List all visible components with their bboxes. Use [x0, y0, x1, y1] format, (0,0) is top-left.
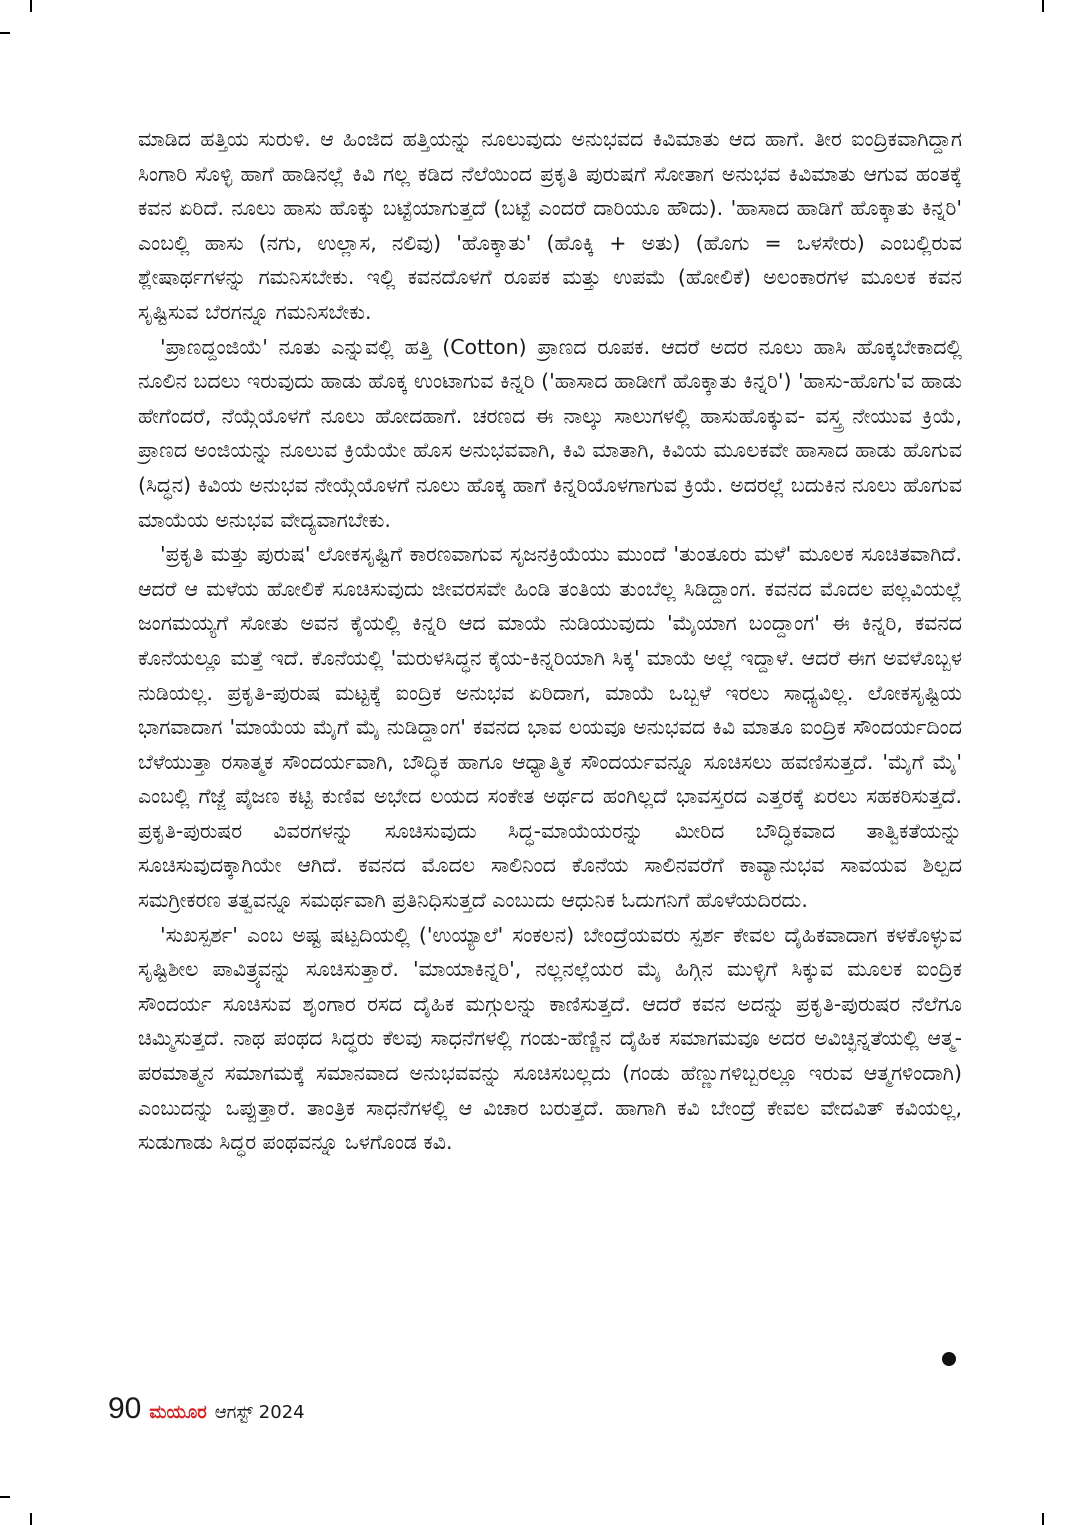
article-end-dot-icon — [942, 1352, 956, 1366]
magazine-logo: ಮಯೂರ — [149, 1402, 207, 1423]
paragraph: ಮಾಡಿದ ಹತ್ತಿಯ ಸುರುಳಿ. ಆ ಹಿಂಜಿದ ಹತ್ತಿಯನ್ನು ನೂಲುವುದು ಅನುಭವದ ಕಿವಿಮಾತು ಆದ ಹಾಗೆ. ತೀರ ಐಂದ್ರಿಕವಾಗಿದ್ದಾಗ ಸಿಂಗಾರಿ ಸೊಳ್ಳಿ ಹಾಗೆ ಹಾಡಿನಲ್ಲೆ ಕಿವಿ ಗಲ್ಲ ಕಡಿದ ನೆಲೆಯಿಂದ ಪ್ರಕೃತಿ ಪುರುಷಗೆ ಸೋತಾಗ ಅನುಭವ ಕಿವಿಮಾತು ಆಗುವ ಹಂತಕ್ಕೆ ಕವನ ಏರಿದೆ. ನೂಲು ಹಾಸು ಹೊಕ್ಕು ಬಟ್ಟೆಯಾಗುತ್ತದೆ (ಬಟ್ಟೆ ಎಂದರೆ ದಾರಿಯೂ ಹೌದು). 'ಹಾಸಾದ ಹಾಡಿಗೆ ಹೊಕ್ಕಾತು ಕಿನ್ನರಿ' ಎಂಬಲ್ಲಿ ಹಾಸು (ನಗು, ಉಲ್ಲಾಸ, ನಲಿವು) 'ಹೊಕ್ಕಾತು' (ಹೊಕ್ಕಿ + ಅತು) (ಹೊಗು = ಒಳಸೇರು) ಎಂಬಲ್ಲಿರುವ ಶ್ಲೇಷಾರ್ಥಗಳನ್ನು ಗಮನಿಸಬೇಕು. ಇಲ್ಲಿ ಕವನದೊಳಗೆ ರೂಪಕ ಮತ್ತು ಉಪಮೆ (ಹೋಲಿಕೆ) ಅಲಂಕಾರಗಳ ಮೂಲಕ ಕವನ ಸೃಷ್ಟಿಸುವ ಬೆರಗನ್ನೂ ಗಮನಿಸಬೇಕು. — [138, 127, 962, 324]
crop-mark-bottom-right — [1042, 1513, 1044, 1525]
paragraph: 'ಪ್ರಾಣದ್ದಂಜಿಯೆ' ನೂತು ಎನ್ನುವಲ್ಲಿ ಹತ್ತಿ (Cotton) ಪ್ರಾಣದ ರೂಪಕ. ಆದರೆ ಅದರ ನೂಲು ಹಾಸಿ ಹೊಕ್ಕಬೇಕಾದಲ್ಲಿ ನೂಲಿನ ಬದಲು ಇರುವುದು ಹಾಡು ಹೊಕ್ಕ ಉಂಟಾಗುವ ಕಿನ್ನರಿ ('ಹಾಸಾದ ಹಾಡೀಗೆ ಹೊಕ್ಕಾತು ಕಿನ್ನರಿ') 'ಹಾಸು-ಹೊಗು'ವ ಹಾಡು ಹೇಗೆಂದರೆ, ನೆಯ್ಗೆಯೊಳಗೆ ನೂಲು ಹೋದಹಾಗೆ. ಚರಣದ ಈ ನಾಲ್ಕು ಸಾಲುಗಳಲ್ಲಿ ಹಾಸುಹೊಕ್ಕುವ- ವಸ್ತ್ರ ನೇಯುವ ಕ್ರಿಯೆ, ಪ್ರಾಣದ ಅಂಜಿಯನ್ನು ನೂಲುವ ಕ್ರಿಯೆಯೇ ಹೊಸ ಅನುಭವವಾಗಿ, ಕಿವಿ ಮಾತಾಗಿ, ಕಿವಿಯ ಮೂಲಕವೇ ಹಾಸಾದ ಹಾಡು ಹೊಗುವ (ಸಿದ್ಧನ) ಕಿವಿಯ ಅನುಭವ ನೇಯ್ಗೆಯೊಳಗೆ ನೂಲು ಹೊಕ್ಕ ಹಾಗೆ ಕಿನ್ನರಿಯೊಳಗಾಗುವ ಕ್ರಿಯೆ. ಅದರಲ್ಲೆ ಬದುಕಿನ ನೂಲು ಹೊಗುವ ಮಾಯೆಯ ಅನುಭವ ವೇದ್ಯವಾಗಬೇಕು. — [138, 334, 962, 532]
crop-mark-left-upper — [0, 32, 10, 34]
page-number: 90 — [108, 1392, 142, 1425]
article-body — [138, 122, 962, 1160]
crop-mark-left-lower — [0, 1496, 10, 1498]
crop-mark-top-right — [1042, 0, 1044, 12]
paragraph: 'ಪ್ರಕೃತಿ ಮತ್ತು ಪುರುಷ' ಲೋಕಸೃಷ್ಟಿಗೆ ಕಾರಣವಾಗುವ ಸೃಜನಕ್ರಿಯೆಯು ಮುಂದೆ 'ತುಂತೂರು ಮಳೆ' ಮೂಲಕ ಸೂಚಿತವಾಗಿದೆ. ಆದರೆ ಆ ಮಳೆಯ ಹೋಲಿಕೆ ಸೂಚಿಸುವುದು ಜೀವರಸವೇ ಹಿಂಡಿ ತಂತಿಯ ತುಂಬೆಲ್ಲ ಸಿಡಿದ್ದಾಂಗ. ಕವನದ ಮೊದಲ ಪಲ್ಲವಿಯಲ್ಲೆ ಜಂಗಮಯ್ಯಗೆ ಸೋತು ಅವನ ಕೈಯಲ್ಲಿ ಕಿನ್ನರಿ ಆದ ಮಾಯೆ ನುಡಿಯುವುದು 'ಮೈಯಾಗ ಬಂದ್ದಾಂಗ' ಈ ಕಿನ್ನರಿ, ಕವನದ ಕೊನೆಯಲ್ಲೂ ಮತ್ತೆ ಇದೆ. ಕೊನೆಯಲ್ಲಿ 'ಮರುಳಸಿದ್ಧನ ಕೈಯ-ಕಿನ್ನರಿಯಾಗಿ ಸಿಕ್ಕ' ಮಾಯೆ ಅಲ್ಲೆ ಇದ್ದಾಳೆ. ಆದರೆ ಈಗ ಅವಳೊಬ್ಬಳ ನುಡಿಯಲ್ಲ. ಪ್ರಕೃತಿ-ಪುರುಷ ಮಟ್ಟಕ್ಕೆ ಐಂದ್ರಿಕ ಅನುಭವ ಏರಿದಾಗ, ಮಾಯೆ ಒಬ್ಬಳೆ ಇರಲು ಸಾಧ್ಯವಿಲ್ಲ. ಲೋಕಸೃಷ್ಟಿಯ ಭಾಗವಾದಾಗ 'ಮಾಯೆಯ ಮೈಗೆ ಮೈ ನುಡಿದ್ದಾಂಗ' ಕವನದ ಭಾವ ಲಯವೂ ಅನುಭವದ ಕಿವಿ ಮಾತೂ ಐಂದ್ರಿಕ ಸೌಂದರ್ಯದಿಂದ ಬೆಳೆಯುತ್ತಾ ರಸಾತ್ಮಕ ಸೌಂದರ್ಯವಾಗಿ, ಬೌದ್ಧಿಕ ಹಾಗೂ ಆಧ್ಯಾತ್ಮಿಕ ಸೌಂದರ್ಯವನ್ನೂ ಸೂಚಿಸಲು ಹವಣಿಸುತ್ತದೆ. 'ಮೈಗೆ ಮೈ' ಎಂಬಲ್ಲಿ ಗೆಜ್ಜೆ ಪೈಜಣ ಕಟ್ಟಿ ಕುಣಿವ ಅಭೇದ ಲಯದ ಸಂಕೇತ ಅರ್ಥದ ಹಂಗಿಲ್ಲದೆ ಭಾವಸ್ತರದ ಎತ್ತರಕ್ಕೆ ಏರಲು ಸಹಕರಿಸುತ್ತದೆ. ಪ್ರಕೃತಿ-ಪುರುಷರ ವಿವರಗಳನ್ನು ಸೂಚಿಸುವುದು ಸಿದ್ಧ-ಮಾಯೆಯರನ್ನು ಮೀರಿದ ಬೌದ್ಧಿಕವಾದ ತಾತ್ವಿಕತೆಯನ್ನು ಸೂಚಿಸುವುದಕ್ಕಾಗಿಯೇ ಆಗಿದೆ. ಕವನದ ಮೊದಲ ಸಾಲಿನಿಂದ ಕೊನೆಯ ಸಾಲಿನವರೆಗೆ ಕಾವ್ಯಾನುಭವ ಸಾವಯವ ಶಿಲ್ಪದ ಸಮಗ್ರೀಕರಣ ತತ್ವವನ್ನೂ ಸಮರ್ಥವಾಗಿ ಪ್ರತಿನಿಧಿಸುತ್ತದೆ ಎಂಬುದು ಆಧುನಿಕ ಓದುಗನಿಗೆ ಹೊಳೆಯದಿರದು. — [138, 542, 962, 913]
crop-mark-bottom-left — [30, 1513, 32, 1525]
crop-mark-top-left — [30, 0, 32, 12]
paragraph: 'ಸುಖಸ್ಪರ್ಶ' ಎಂಬ ಅಷ್ಟ ಷಟ್ಪದಿಯಲ್ಲಿ ('ಉಯ್ಯಾಲೆ' ಸಂಕಲನ) ಬೇಂದ್ರೆಯವರು ಸ್ಪರ್ಶ ಕೇವಲ ದೈಹಿಕವಾದಾಗ ಕಳಕೊಳ್ಳುವ ಸೃಷ್ಟಿಶೀಲ ಪಾವಿತ್ರ್ಯವನ್ನು ಸೂಚಿಸುತ್ತಾರೆ. 'ಮಾಯಾಕಿನ್ನರಿ', ನಲ್ಲನಲ್ಲೆಯರ ಮೈ ಹಿಗ್ಗಿನ ಮುಳ್ಳಿಗೆ ಸಿಕ್ಕುವ ಮೂಲಕ ಐಂದ್ರಿಕ ಸೌಂದರ್ಯ ಸೂಚಿಸುವ ಶೃಂಗಾರ ರಸದ ದೈಹಿಕ ಮಗ್ಗುಲನ್ನು ಕಾಣಿಸುತ್ತದೆ. ಆದರೆ ಕವನ ಅದನ್ನು ಪ್ರಕೃತಿ-ಪುರುಷರ ನೆಲೆಗೂ ಚಿಮ್ಮಿಸುತ್ತದೆ. ನಾಥ ಪಂಥದ ಸಿದ್ಧರು ಕೆಲವು ಸಾಧನೆಗಳಲ್ಲಿ ಗಂಡು-ಹೆಣ್ಣಿನ ದೈಹಿಕ ಸಮಾಗಮವೂ ಅದರ ಅವಿಚ್ಛಿನ್ನತೆಯಲ್ಲಿ ಆತ್ಮ-ಪರಮಾತ್ಮನ ಸಮಾಗಮಕ್ಕೆ ಸಮಾನವಾದ ಅನುಭವವನ್ನು ಸೂಚಿಸಬಲ್ಲದು (ಗಂಡು ಹೆಣ್ಣುಗಳಿಬ್ಬರಲ್ಲೂ ಇರುವ ಆತ್ಮಗಳಿಂದಾಗಿ) ಎಂಬುದನ್ನು ಒಪ್ಪುತ್ತಾರೆ. ತಾಂತ್ರಿಕ ಸಾಧನೆಗಳಲ್ಲಿ ಆ ವಿಚಾರ ಬರುತ್ತದೆ. ಹಾಗಾಗಿ ಕವಿ ಬೇಂದ್ರೆ ಕೇವಲ ವೇದವಿತ್ ಕವಿಯಲ್ಲ, ಸುಡುಗಾಡು ಸಿದ್ಧರ ಪಂಥವನ್ನೂ ಒಳಗೊಂಡ ಕವಿ. — [138, 922, 962, 1155]
issue-date: ಆಗಸ್ಟ್ 2024 — [214, 1402, 305, 1423]
page-footer — [108, 1392, 305, 1426]
